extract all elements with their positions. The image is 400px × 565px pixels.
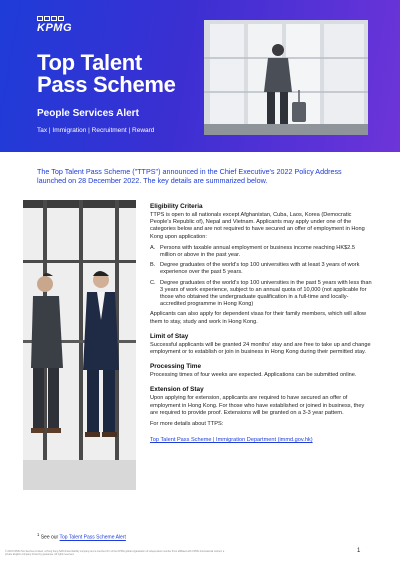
footnote-mark: 1 bbox=[37, 532, 40, 537]
main-content bbox=[150, 203, 372, 446]
topic-tags: Tax | Immigration | Recruitment | Reward bbox=[37, 127, 155, 134]
airport-traveller-photo bbox=[204, 20, 368, 135]
list-item-text: Persons with taxable annual employment or business income reaching HK$2.5 million or above in the past year. bbox=[160, 244, 355, 259]
businessmen-illustration bbox=[23, 200, 136, 490]
extension-text: Upon applying for extension, applicants are required to have secured an offer of employment in Hong Kong. For those who have established or joined in business, they are required to provide proof. Extensions will be granted on a 3-3 year pattern. bbox=[150, 395, 365, 416]
dependents-text: Applicants can also apply for dependent visas for their family members, which will allow them to stay, study and work in Hong Kong. bbox=[150, 311, 367, 325]
footnote-prefix: See our bbox=[40, 534, 59, 541]
eligibility-text: TTPS is open to all nationals except Afghanistan, Cuba, Laos, Korea (Democratic People's Republic of), Nepal and Vietnam. Applicants may apply under one of the categories below and are not required to have secured an offer of employment in Hong Kong upon application: bbox=[150, 212, 365, 240]
brand-logo: KPMG bbox=[37, 22, 72, 34]
footnote bbox=[37, 532, 126, 542]
list-item-text: Degree graduates of the world's top 100 universities in the past 5 years with less than 3 years of work experience, subject to an annual quota of 10,000 (not applicable for those who obtained the undergraduate qualification in a full-time and locally-accredited programme in Hong Kong) bbox=[160, 279, 372, 308]
legal-disclaimer: © 2023 KPMG Tax Services Limited, a Hong Kong SAR limited liability company and a member firm of the KPMG global organisation of independent member firms affiliated with KPMG International Limited, a private English company limited by guarantee. All rights reserved. bbox=[5, 550, 225, 556]
footnote-alert-link[interactable]: Top Talent Pass Scheme Alert bbox=[59, 534, 126, 541]
business-meeting-photo bbox=[23, 200, 136, 490]
title-line-2: Pass Scheme bbox=[37, 72, 176, 97]
section-heading-limit-of-stay: Limit of Stay bbox=[150, 332, 189, 340]
list-marker: C. bbox=[150, 279, 156, 286]
section-heading-processing-time: Processing Time bbox=[150, 363, 202, 371]
list-marker: B. bbox=[150, 262, 156, 269]
kpmg-logo-icon bbox=[37, 16, 64, 21]
page-number: 1 bbox=[357, 548, 361, 554]
section-heading-extension: Extension of Stay bbox=[150, 386, 204, 394]
traveller-illustration bbox=[204, 20, 368, 135]
intro-paragraph: The Top Talent Pass Scheme ("TTPS") announced in the Chief Executive's 2022 Policy Address launched on 28 December 2022. The key details are summarized below. bbox=[37, 167, 342, 185]
list-item bbox=[150, 262, 372, 276]
section-heading-eligibility: Eligibility Criteria bbox=[150, 203, 203, 210]
limit-of-stay-text: Successful applicants will be granted 24 months' stay and are free to take up and change employment or to establish or join in business in Hong Kong during their permitted stay. bbox=[150, 341, 371, 356]
list-item bbox=[150, 245, 372, 259]
list-item bbox=[150, 280, 372, 309]
header-banner bbox=[0, 0, 400, 152]
list-marker: A. bbox=[150, 244, 156, 251]
page-subtitle: People Services Alert bbox=[37, 108, 139, 119]
immigration-department-link[interactable]: Top Talent Pass Scheme | Immigration Department (immd.gov.hk) bbox=[150, 437, 313, 444]
processing-time-text: Processing times of four weeks are expected. Applications can be submitted online. bbox=[150, 372, 357, 379]
eligibility-categories bbox=[150, 245, 372, 309]
more-info-text: For more details about TTPS: bbox=[150, 421, 224, 428]
list-item-text: Degree graduates of the world's top 100 universities with at least 3 years of work experience over the past 5 years. bbox=[160, 262, 360, 276]
page-title bbox=[37, 52, 197, 96]
title-line-1: Top Talent bbox=[37, 50, 142, 75]
